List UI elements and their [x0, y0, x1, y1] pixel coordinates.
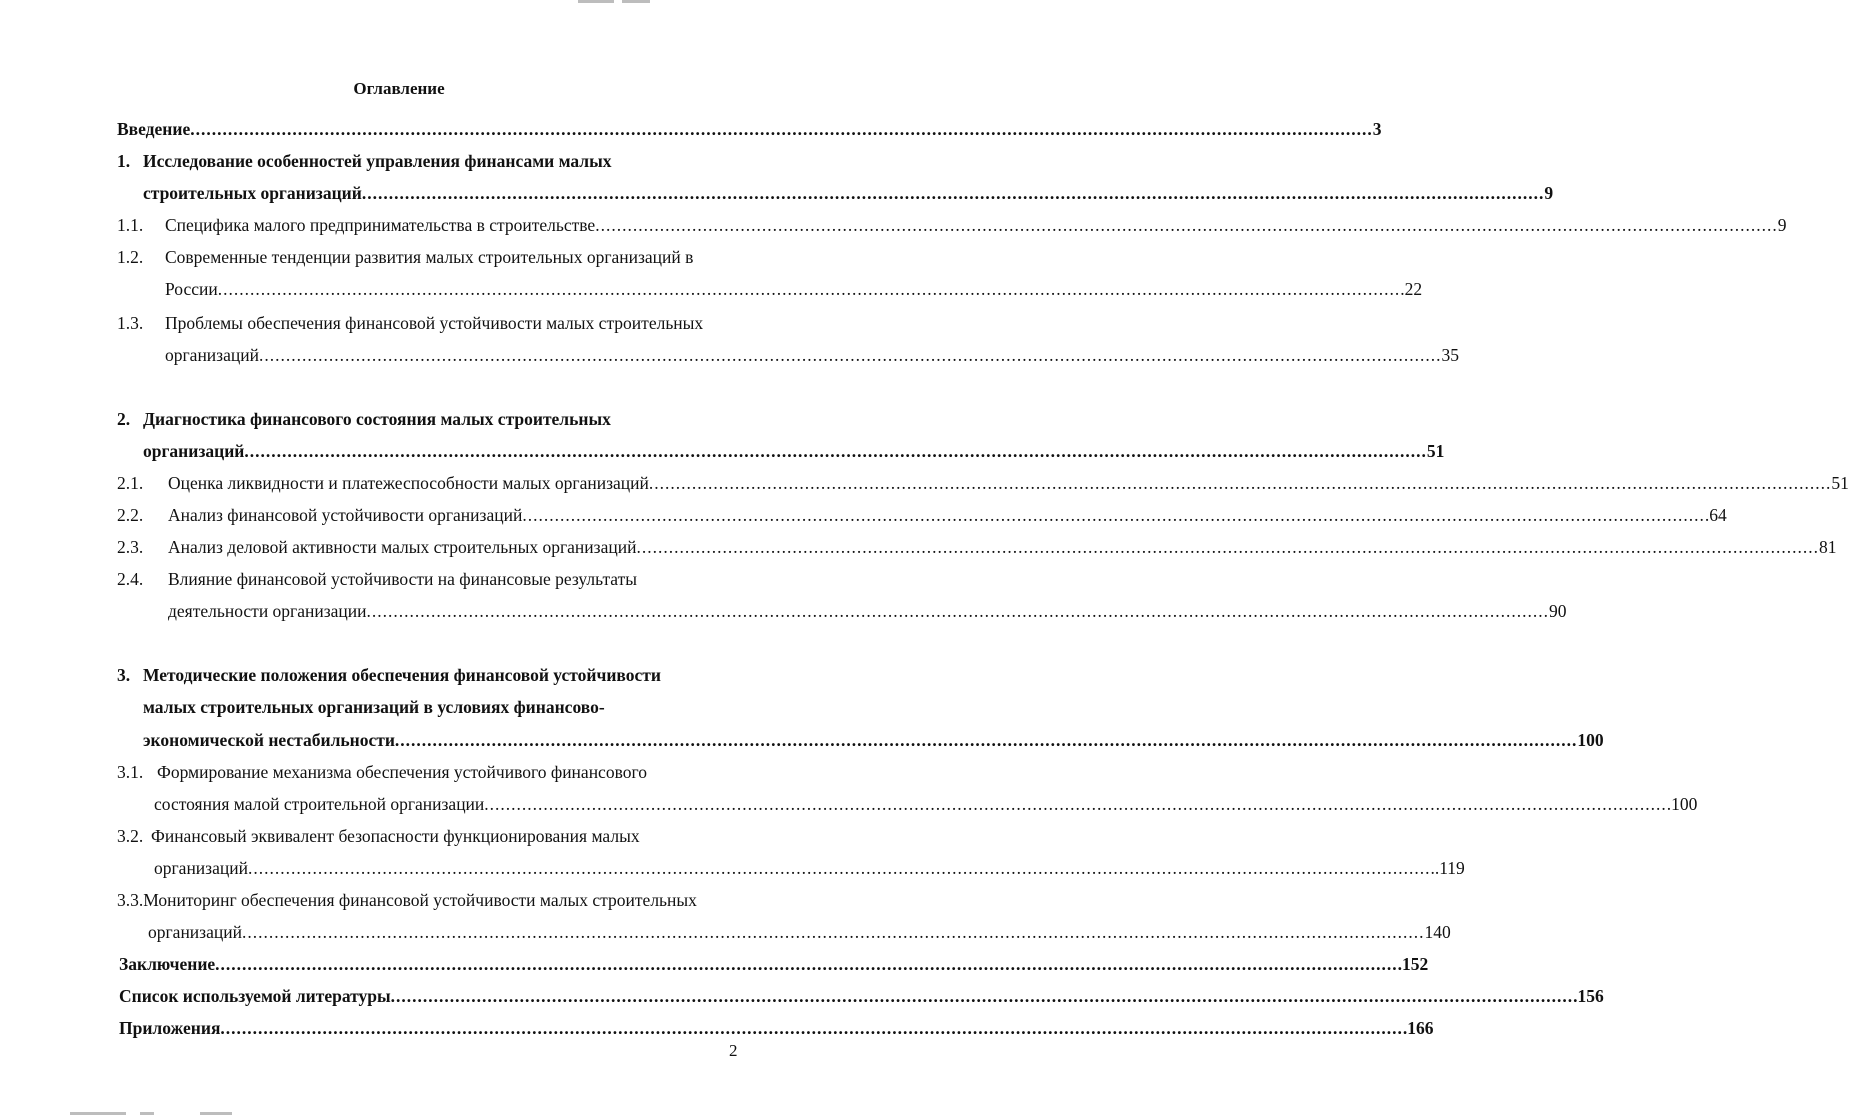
toc-leader-dots: ............................................................................................................................................................................................................................ [361, 183, 1545, 203]
page-number: 2 [729, 1041, 738, 1060]
toc-entry-label: организаций [154, 858, 248, 878]
toc-page-number: 9 [1777, 215, 1787, 235]
toc-section-number: 2.3. [117, 537, 144, 557]
toc-page-number: .166 [1402, 1018, 1434, 1038]
toc-section-3-3-line-2 [148, 919, 1451, 945]
toc-section-2-4-line-1: Влияние финансовой устойчивости на финансовые результаты [168, 569, 638, 589]
toc-page-number: 81 [1818, 537, 1837, 557]
toc-chapter-number: 1. [117, 151, 131, 171]
toc-entry-conclusion [119, 951, 1429, 977]
toc-leader-dots: ............................................................................................................................................................................................................................ [190, 119, 1373, 139]
toc-page-number: 3 [1372, 119, 1382, 139]
toc-leader-dots: ............................................................................................................................................................................................................................ [648, 473, 1832, 493]
toc-entry-label: состояния малой строительной организации [154, 794, 485, 814]
toc-leader-dots: ............................................................................................................................................................................................................................ [595, 215, 1778, 235]
toc-leader-dots: ............................................................................................................................................................................................................................ [244, 441, 1427, 461]
toc-section-number: 2.4. [117, 569, 144, 589]
toc-entry-label: Приложения [119, 1018, 221, 1038]
toc-entry-label: Мониторинг обеспечения финансовой устойчивости малых строительных [143, 890, 697, 910]
toc-entry-label: организаций [148, 922, 242, 942]
toc-entry-label: Диагностика финансового состояния малых строительных [143, 409, 611, 429]
toc-section-3-3-line-1 [117, 887, 697, 913]
toc-page-number: .156 [1573, 986, 1604, 1006]
toc-page-number: .22 [1400, 279, 1423, 299]
toc-leader-dots: ............................................................................................................................................................................................................................ [484, 794, 1667, 814]
toc-section-number: 3.3. [117, 890, 144, 910]
toc-section-2-4-line-2 [168, 598, 1567, 624]
toc-leader-dots: ............................................................................................................................................................................................................................ [522, 505, 1705, 525]
toc-chapter-3-line-1 [117, 662, 661, 688]
toc-section-3-2-line-1 [117, 823, 640, 849]
scan-artifact [622, 0, 650, 3]
toc-title: Оглавление [353, 79, 445, 98]
toc-section-3-2-line-2 [154, 855, 1465, 881]
toc-entry-label: строительных организаций [143, 183, 362, 203]
toc-entry-appendices [119, 1015, 1434, 1041]
toc-leader-dots: ............................................................................................................................................................................................................................ [258, 345, 1442, 365]
toc-page-number: 140 [1424, 922, 1451, 942]
toc-section-1-1 [165, 212, 1787, 238]
toc-leader-dots: ............................................................................................................................................................................................................................ [366, 601, 1550, 621]
toc-chapter-2-line-2 [143, 438, 1445, 464]
toc-leader-dots: ............................................................................................................................................................................................................................ [394, 730, 1578, 750]
toc-section-2-2 [168, 502, 1727, 528]
toc-page-number: .64 [1704, 505, 1727, 525]
toc-section-number: 3.1. [117, 762, 144, 782]
toc-section-2-3 [168, 534, 1837, 560]
toc-page-number: 9 [1544, 183, 1554, 203]
toc-chapter-1-line-1 [117, 148, 612, 174]
toc-section-2-1 [168, 470, 1849, 496]
toc-leader-dots: ............................................................................................................................................................................................................................ [217, 279, 1401, 299]
toc-section-1-2-line-1: Современные тенденции развития малых строительных организаций в [165, 247, 694, 267]
toc-section-number: 1.2. [117, 247, 144, 267]
toc-page-number: .152 [1397, 954, 1429, 974]
toc-leader-dots: ............................................................................................................................................................................................................................ [636, 537, 1819, 557]
toc-entry-label: Анализ деловой активности малых строительных организаций [168, 537, 637, 557]
toc-entry-label: Финансовый эквивалент безопасности функционирования малых [151, 826, 640, 846]
toc-entry-label: Специфика малого предпринимательства в строительстве [165, 215, 596, 235]
toc-leader-dots: ............................................................................................................................................................................................................................ [390, 986, 1574, 1006]
toc-page-number: 51 [1426, 441, 1445, 461]
scan-artifact [70, 1112, 126, 1115]
toc-entry-label: организаций [165, 345, 259, 365]
toc-entry-label: Список используемой литературы [119, 986, 391, 1006]
toc-entry-references [119, 983, 1604, 1009]
toc-section-number: 1.1. [117, 215, 144, 235]
toc-section-3-1-line-1 [117, 759, 647, 785]
toc-page-number: 90 [1549, 601, 1567, 621]
toc-leader-dots: ............................................................................................................................................................................................................................ [215, 954, 1398, 974]
toc-entry-label: деятельности организации [168, 601, 367, 621]
toc-page-number: ..119 [1430, 858, 1465, 878]
toc-entry-label: организаций [143, 441, 245, 461]
toc-chapter-number: 3. [117, 665, 131, 685]
toc-chapter-2-line-1 [117, 406, 611, 432]
toc-page-number: 51 [1831, 473, 1849, 493]
scan-artifact [140, 1112, 154, 1115]
toc-page-number: 35 [1441, 345, 1459, 365]
toc-entry-label: Методические положения обеспечения финансовой устойчивости [143, 665, 661, 685]
toc-leader-dots: ............................................................................................................................................................................................................................ [241, 922, 1425, 942]
toc-entry-intro [117, 116, 1382, 142]
toc-section-number: 2.1. [117, 473, 144, 493]
toc-entry-label: экономической нестабильности [143, 730, 395, 750]
toc-section-1-3-line-1: Проблемы обеспечения финансовой устойчивости малых строительных [165, 313, 704, 333]
toc-section-number: 3.2. [117, 826, 144, 846]
toc-chapter-1-line-2 [143, 180, 1554, 206]
scan-artifact [578, 0, 614, 3]
toc-section-number: 2.2. [117, 505, 144, 525]
toc-chapter-3-line-2: малых строительных организаций в условиях финансово- [143, 697, 605, 717]
toc-leader-dots: ............................................................................................................................................................................................................................ [247, 858, 1431, 878]
toc-entry-label: Введение [117, 119, 191, 139]
toc-entry-label: Анализ финансовой устойчивости организаций [168, 505, 523, 525]
toc-section-3-1-line-2 [154, 791, 1698, 817]
toc-section-number: 1.3. [117, 313, 144, 333]
toc-page-number: .100 [1666, 794, 1698, 814]
toc-entry-label: Оценка ликвидности и платежеспособности малых организаций [168, 473, 649, 493]
toc-section-1-2-line-2 [165, 276, 1423, 302]
toc-leader-dots: ............................................................................................................................................................................................................................ [220, 1018, 1403, 1038]
toc-section-1-3-line-2 [165, 342, 1459, 368]
toc-chapter-3-line-3 [143, 727, 1604, 753]
toc-entry-label: России [165, 279, 218, 299]
scan-artifact [200, 1112, 232, 1115]
toc-entry-label: Исследование особенностей управления финансами малых [143, 151, 612, 171]
toc-entry-label: Заключение [119, 954, 216, 974]
toc-page-number: 100 [1577, 730, 1604, 750]
toc-chapter-number: 2. [117, 409, 131, 429]
toc-entry-label: Формирование механизма обеспечения устойчивого финансового [157, 762, 647, 782]
